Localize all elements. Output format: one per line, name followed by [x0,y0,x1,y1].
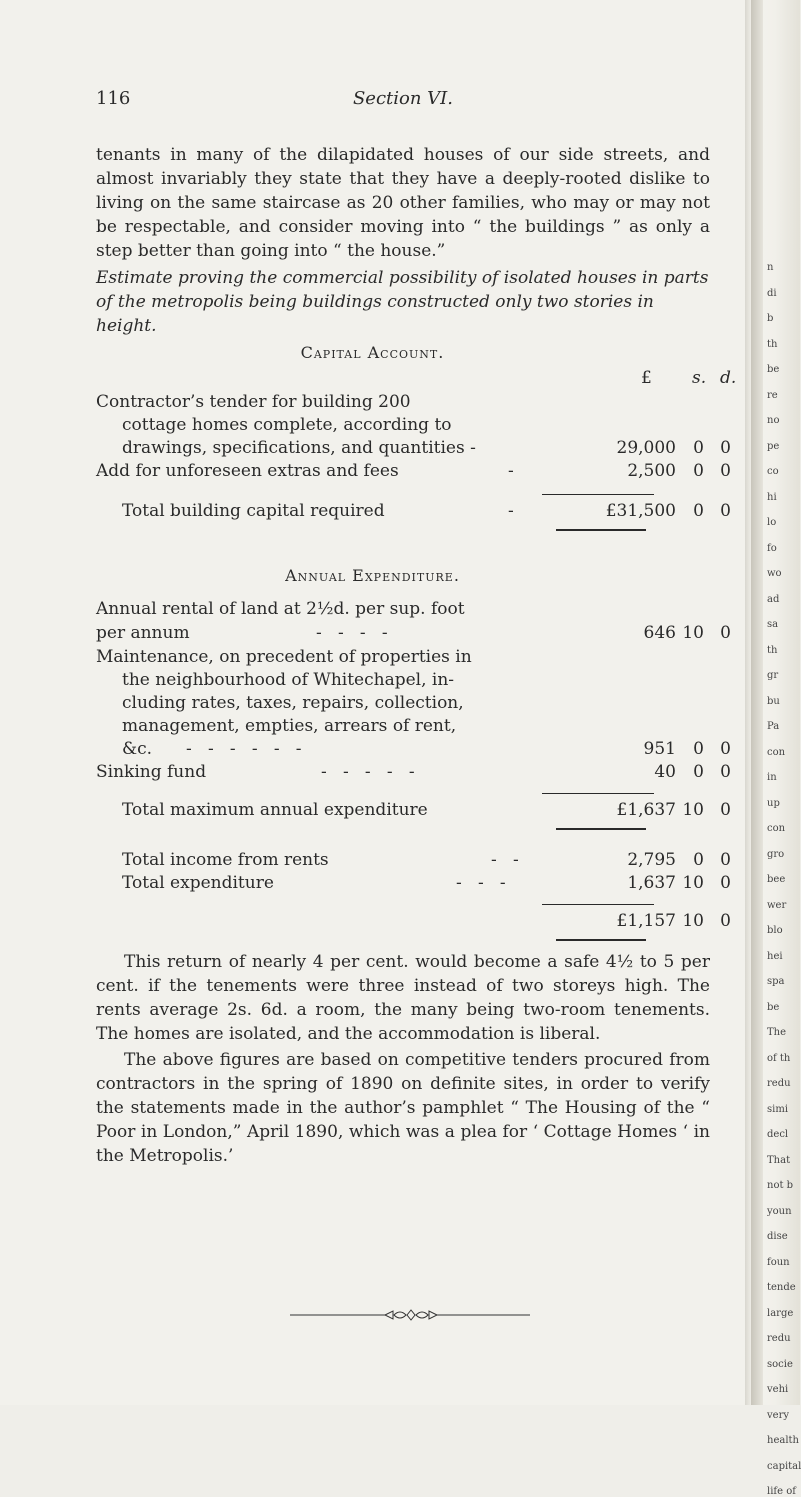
annual-double-rule [556,828,646,830]
expenditure-row: Total expenditure - - - 1,637 10 0 [122,873,731,893]
facing-page-edge [745,0,801,1497]
edge-fragment: bee [767,874,786,885]
edge-fragment: hei [767,951,783,962]
edge-fragment: Pa [767,721,780,732]
edge-fragment: vehi [767,1384,789,1395]
rental-amount: 646 [643,623,676,643]
edge-fragment: fo [767,543,777,554]
net-amount: £1,157 [616,911,676,931]
tender-line-1: Contractor’s tender for building 200 [96,392,411,412]
annual-expenditure-heading: Annual Expenditure. [285,566,460,585]
pence-header: d. [720,368,737,388]
running-title: Section VI. [352,88,454,109]
shilling-header: s. [692,368,707,388]
edge-fragment: large [767,1308,794,1319]
edge-fragment: hi [767,492,777,503]
edge-fragment: decl [767,1129,789,1140]
edge-fragment: gro [767,849,785,860]
rental-line-1: Annual rental of land at 2½d. per sup. foot [96,599,465,619]
edge-fragment: be [767,364,780,375]
capital-column-headers [96,366,737,390]
edge-fragment: wo [767,568,782,579]
edge-fragment: life of [767,1486,796,1497]
edge-fragment: health [767,1435,799,1446]
maintenance-line-4: management, empties, arrears of rent, [122,716,457,736]
paragraph-return: This return of nearly 4 per cent. would become a safe 4½ to 5 per cent. if the tenements were three instead of two storeys high. The rents average 2s. 6d. a room, the many being two-room tenements. The homes are isolated, and the accommodation is liberal. [96,952,710,1044]
edge-fragment: not b [767,1180,794,1191]
edge-fragment: gr [767,670,779,681]
edge-fragment: n [767,262,774,273]
summary-double-rule [556,939,646,941]
edge-fragment: redu [767,1078,791,1089]
edge-fragment: b [767,313,774,324]
sinking-amount: 40 [654,762,676,782]
edge-fragment: be [767,1002,780,1013]
paragraph-figures: The above figures are based on competitive tenders procured from contractors in the spring of 1890 on definite sites, in order to verify the statements made in the author’s pamphlet “ The Housing of the “ Poor in London,” April 1890, which was a plea for ‘ Cottage Homes ‘ in the Metropolis.’ [96,1050,710,1166]
maintenance-amount: 951 [643,739,676,759]
edge-fragment: up [767,798,780,809]
tender-line-3: drawings, specifications, and quantities - 29,000 0 0 [122,438,731,458]
maintenance-line-1: Maintenance, on precedent of properties in [96,647,472,667]
income-row: Total income from rents - - 2,795 0 0 [122,850,731,870]
edge-fragment: foun [767,1257,790,1268]
edge-fragment: re [767,390,778,401]
pound-header: £ [641,368,652,388]
edge-fragment: con [767,823,786,834]
maintenance-line-3: cluding rates, taxes, repairs, collection, [122,693,464,713]
edge-fragment: tende [767,1282,796,1293]
edge-fragment: pe [767,441,780,452]
edge-fragment: wer [767,900,787,911]
edge-fragment: of th [767,1053,791,1064]
expenditure-amount: 1,637 [627,873,676,893]
edge-fragment: spa [767,976,785,987]
edge-fragment: simi [767,1104,789,1115]
estimate-heading: Estimate proving the commercial possibility of isolated houses in parts of the metropolis being buildings constructed only two stories in height. [96,268,709,336]
edge-fragment: di [767,288,777,299]
capital-account-heading: Capital Account. [300,343,445,362]
income-amount: 2,795 [627,850,676,870]
tender-line-2: cottage homes complete, according to [122,415,452,435]
edge-fragment: capital [767,1461,801,1472]
maintenance-line-5: &c. - - - - - - 951 0 0 [122,739,731,759]
edge-fragment: youn [767,1206,792,1217]
extras-row: Add for unforeseen extras and fees - 2,500 0 0 [96,461,731,481]
sinking-fund-row: Sinking fund - - - - - 40 0 0 [96,762,731,782]
edge-fragment: no [767,415,780,426]
maintenance-line-2: the neighbourhood of Whitechapel, in- [122,670,455,690]
annual-total-row: Total maximum annual expenditure £1,637 10 0 [122,800,731,820]
edge-fragment: ad [767,594,780,605]
edge-fragment: very [767,1410,789,1421]
capital-total-row: Total building capital required - £31,500 0 0 [122,501,731,521]
edge-fragment: bu [767,696,780,707]
edge-fragment: th [767,339,778,350]
annual-sum-rule [542,793,654,794]
page-header [96,88,710,112]
edge-fragment: in [767,772,777,783]
edge-fragment: sa [767,619,779,630]
edge-fragment: lo [767,517,777,528]
edge-fragment: That [767,1155,791,1166]
edge-fragment: blo [767,925,783,936]
ornament-divider [290,1308,530,1322]
edge-fragment: The [767,1027,787,1038]
rental-line-2: per annum - - - - 646 10 0 [96,623,731,643]
edge-fragment: con [767,747,786,758]
paragraph-tenants: tenants in many of the dilapidated houses of our side streets, and almost invariably they state that they have a deeply-rooted dislike to living on the same staircase as 20 other families, who may or may not be respectable, and consider moving into “ the buildings ” as only a step better than going into “ the house.” [96,145,710,261]
page-number: 116 [96,88,131,109]
edge-fragment: socie [767,1359,793,1370]
annual-total-amount: £1,637 [616,800,676,820]
edge-fragment: th [767,645,778,656]
capital-total-amount: £31,500 [605,501,676,521]
edge-fragment: co [767,466,779,477]
summary-sum-rule [542,904,654,905]
net-row: £1,157 10 0 [96,909,710,933]
edge-fragment: dise [767,1231,788,1242]
edge-fragment: redu [767,1333,791,1344]
binding-shadow [751,0,763,1405]
tender-amount: 29,000 [616,438,676,458]
capital-double-rule [556,529,646,531]
capital-sum-rule [542,494,654,495]
extras-amount: 2,500 [627,461,676,481]
